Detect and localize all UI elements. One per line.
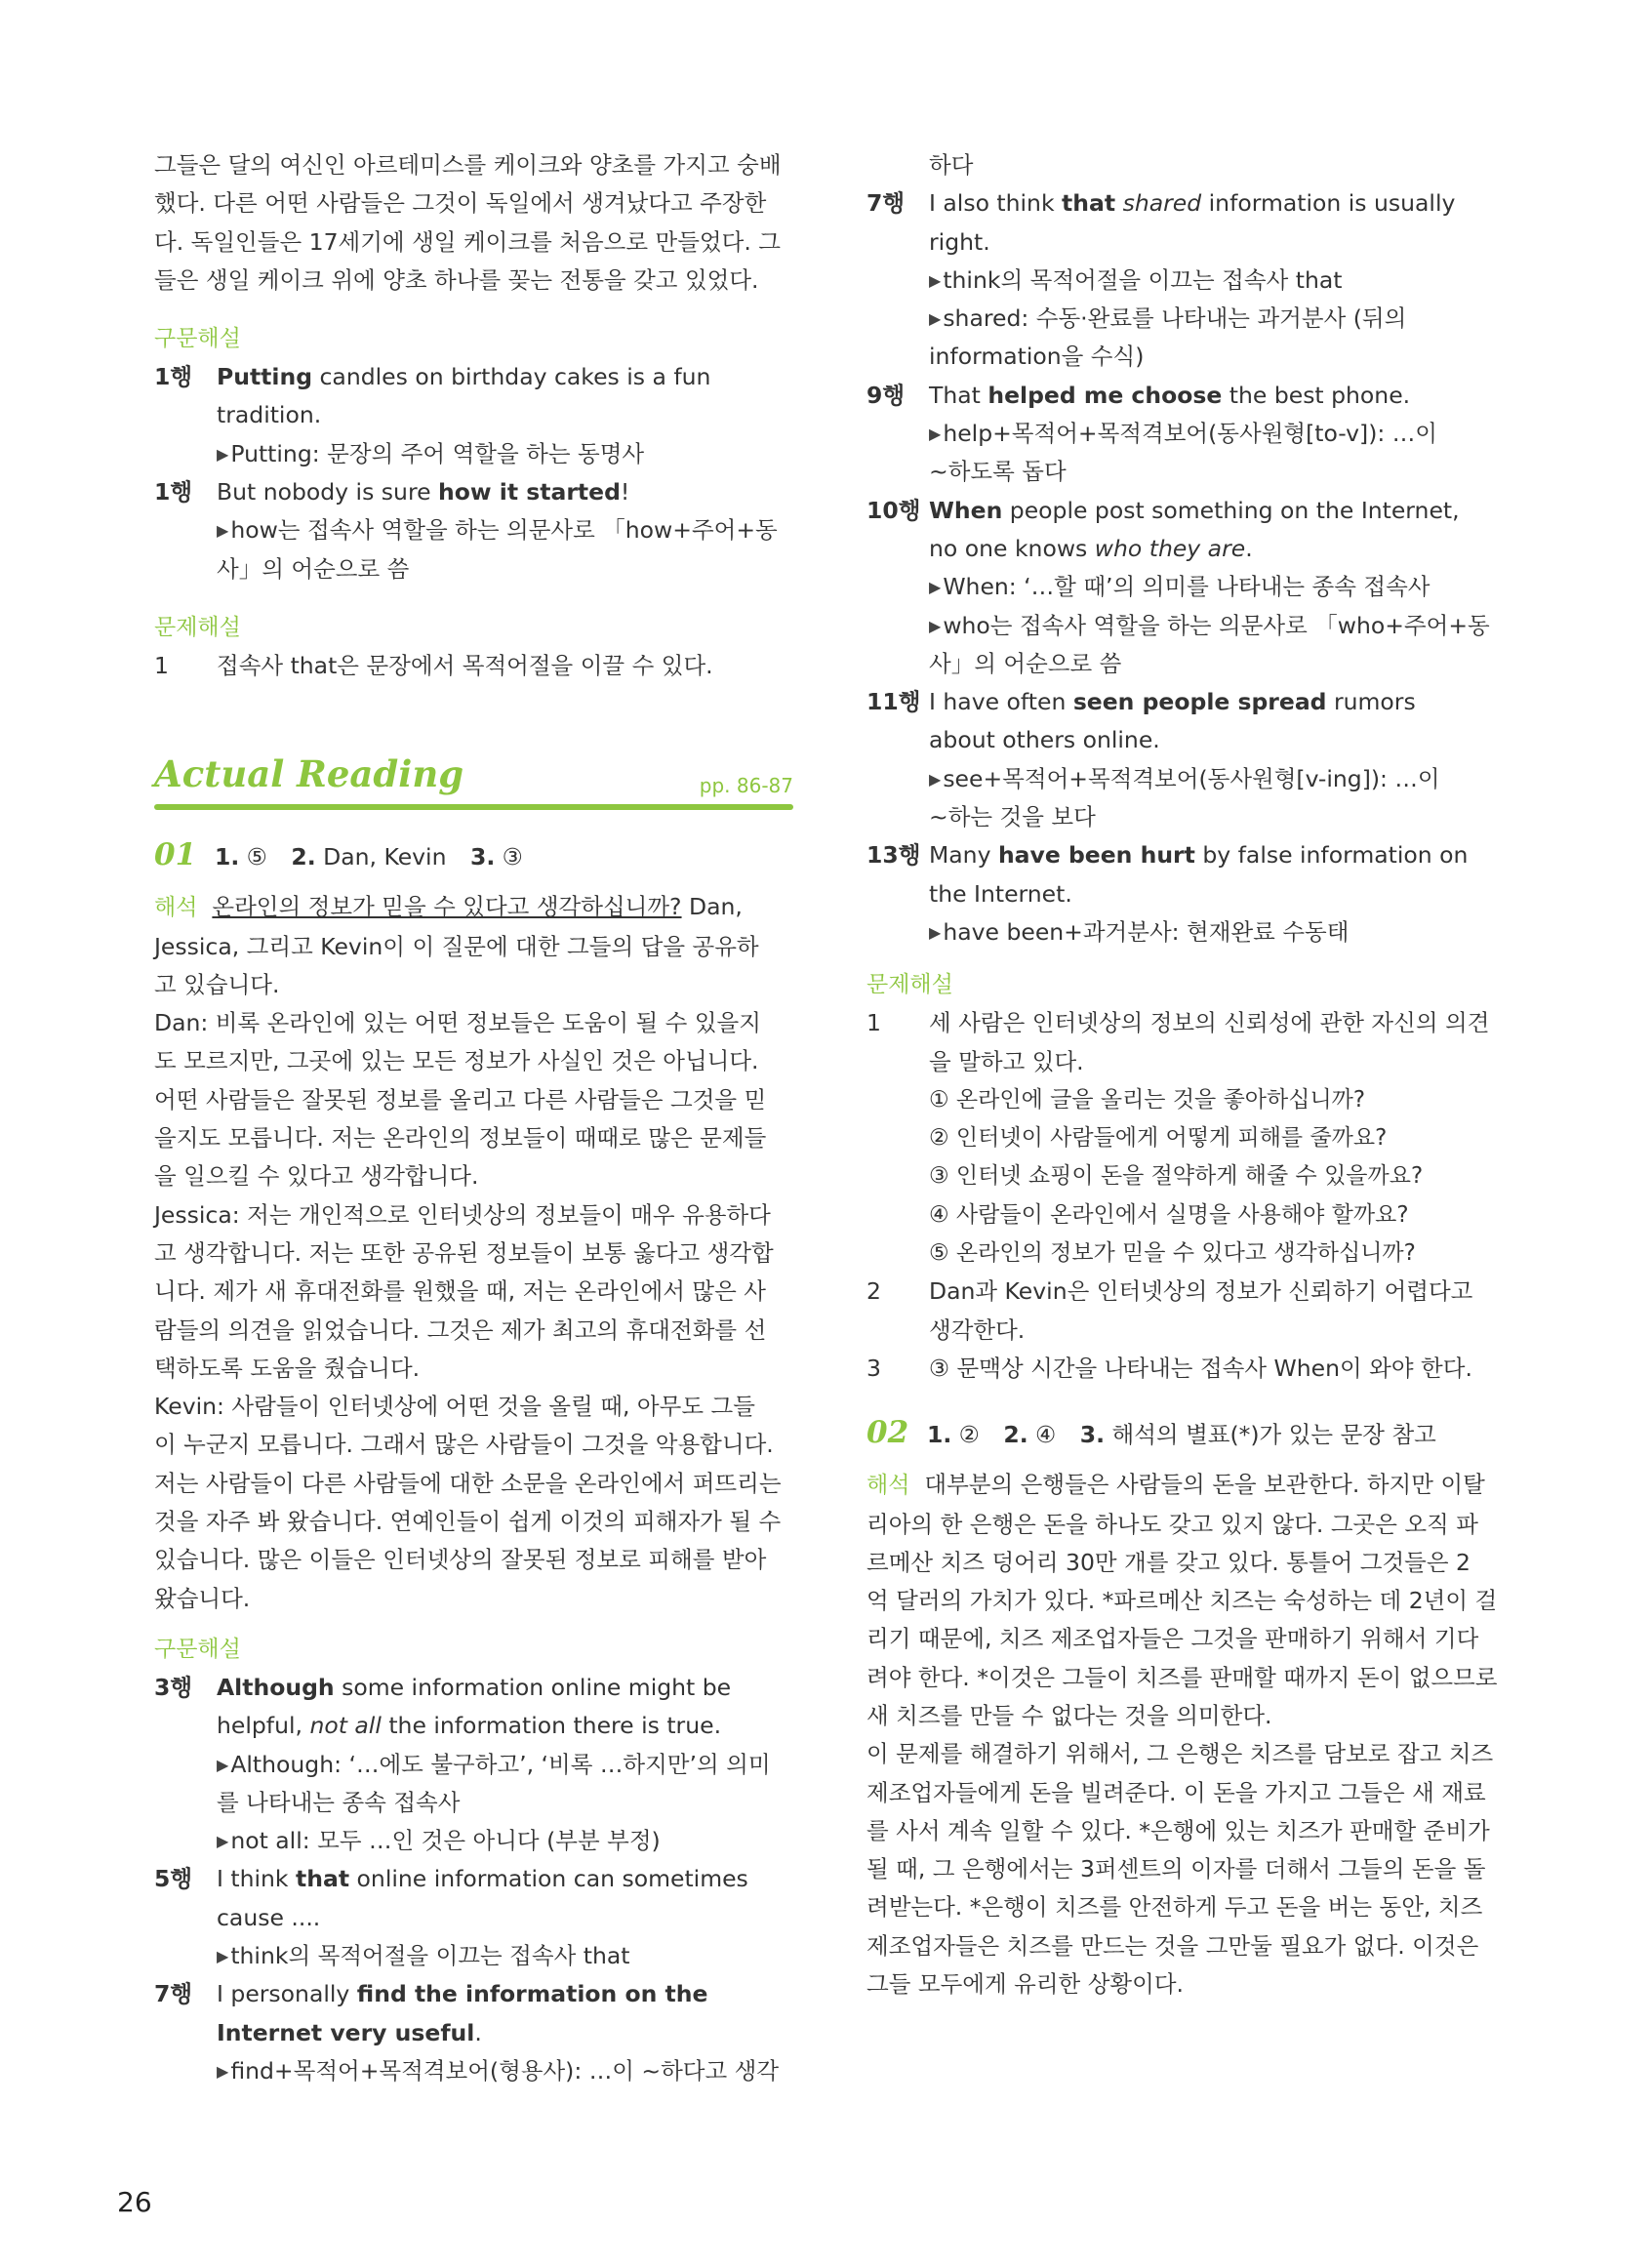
text: by false information on [1194,841,1469,870]
note [866,607,1511,684]
sentence [929,683,1511,760]
note [866,913,1511,951]
triangle-icon: ▶ [929,616,942,635]
sentence [217,473,793,511]
line-number: 7행 [154,1980,193,2008]
note-text: see+목적어+목적격보어(동사원형[v-ing]): …이 [943,764,1440,792]
note-text: who는 접속사 역할을 하는 의문사로 「who+주어+동 [943,611,1490,639]
note-text: Although: ‘…에도 불구하고’, ‘비록 …하지만’의 의미 [230,1750,771,1778]
translation-label: 해석 [866,1473,910,1499]
translation-line: 새 치즈를 만들 수 없다는 것을 의미한다. [866,1701,1272,1729]
translation-line: 려받는다. *은행이 치즈를 안전하게 두고 돈을 버는 동안, 치즈 [866,1893,1483,1922]
translation-line: 있습니다. 많은 이들은 인터넷상의 잘못된 정보로 피해를 받아 [154,1546,767,1574]
item-text: 접속사 that은 문장에서 목적어절을 이끌 수 있다. [217,651,713,679]
translation-line: Jessica, 그리고 Kevin이 이 질문에 대한 그들의 답을 공유하 [154,932,759,960]
note-text: think의 목적어절을 이끄는 접속사 that [230,1941,630,1969]
text: the information there is true. [381,1712,722,1740]
translation-line: 르메산 치즈 덩어리 30만 개를 갖고 있다. 통틀어 그것들은 2 [866,1548,1471,1576]
translation-label: 해석 [154,895,198,921]
note-text: help+목적어+목적격보어(동사원형[to-v]): …이 [943,420,1437,448]
answer-label: 3. [1079,1421,1106,1449]
intro-line: 했다. 다른 어떤 사람들은 그것이 독일에서 생겨났다고 주장한 [154,189,767,218]
note [154,2052,793,2090]
answers [927,1415,1436,1454]
translation-line: 고 있습니다. [154,970,280,998]
line-number: 10행 [866,496,921,524]
note-text: find+목적어+목적격보어(형용사): …이 ~하다고 생각 [230,2056,780,2085]
note-text: ~하는 것을 보다 [929,803,1096,831]
section-banner [154,751,793,830]
triangle-icon: ▶ [217,521,229,541]
text: That [929,381,988,409]
note-text: how는 접속사 역할을 하는 의문사로 「how+주어+동 [230,516,778,545]
translation-line: 리아의 한 은행은 돈을 하나도 갖고 있지 않다. 그곳은 오직 파 [866,1510,1478,1538]
bold-phrase: Putting [217,363,313,391]
translation-line: 이 누군지 모릅니다. 그래서 많은 사람들이 그것을 악용합니다. [154,1431,774,1459]
line-number: 5행 [154,1865,193,1893]
translation-line: 람들의 의견을 읽었습니다. 그것은 제가 최고의 휴대전화를 선 [154,1316,767,1344]
item-text [929,1273,1511,1350]
text: I think [217,1865,297,1893]
translation-line: Kevin: 사람들이 인터넷상에 어떤 것을 올릴 때, 아무도 그들 [154,1393,755,1421]
translation-line: 어떤 사람들은 잘못된 정보를 올리고 다른 사람들은 그것을 믿 [154,1085,767,1113]
question-number: 02 [866,1415,909,1451]
text: 세 사람은 인터넷상의 정보의 신뢰성에 관한 자신의 의견 [929,1009,1490,1037]
sentence [217,1975,793,2052]
munje-row [866,1004,1511,1081]
translation-line: 려야 한다. *이것은 그들이 치즈를 판매할 때까지 돈이 없으므로 [866,1663,1498,1691]
note [866,262,1511,300]
item-text [929,1004,1511,1081]
answer-label: 2. [291,843,316,871]
note-text: have been+과거분사: 현재완료 수동태 [943,917,1350,946]
line-number: 1행 [154,363,193,391]
section-label-gumun: 구문해설 [154,326,241,352]
translation-line: 리기 때문에, 치즈 제조업자들은 그것을 판매하기 위해서 기다 [866,1625,1479,1653]
translation-line: 도 모르지만, 그곳에 있는 모든 정보가 사실인 것은 아닙니다. [154,1047,759,1075]
sentence [217,358,793,435]
text: ! [620,478,630,506]
option: ① 온라인에 글을 올리는 것을 좋아하십니까? [929,1086,1366,1113]
triangle-icon: ▶ [929,769,942,789]
translation-line: 억 달러의 가치가 있다. *파르메산 치즈는 숙성하는 데 2년이 걸 [866,1587,1498,1615]
bold-phrase: that [296,1865,350,1893]
translation-line: 것을 자주 봐 왔습니다. 연예인들이 쉽게 이것의 피해자가 될 수 [154,1508,782,1536]
translation-line: 택하도록 도움을 줬습니다. [154,1354,421,1382]
sentence [929,377,1511,415]
sentence [929,184,1511,262]
note [866,300,1511,377]
bold-phrase: When [929,496,1003,524]
title-sentence: 온라인의 정보가 믿을 수 있다고 생각하십니까? [212,893,682,921]
question-number: 01 [154,837,197,873]
line-number: 13행 [866,841,921,870]
munje-row [866,1273,1511,1350]
banner-pages: pp. 86-87 [699,774,793,798]
triangle-icon: ▶ [217,1755,229,1774]
triangle-icon: ▶ [217,2061,229,2081]
text: 생각한다. [929,1316,1026,1344]
text: Dan, [681,893,743,921]
intro-line: 그들은 달의 여신인 아르테미스를 케이크와 양초를 가지고 숭배 [154,151,782,179]
gumun-row [866,492,1511,569]
text: Dan과 Kevin은 인터넷상의 정보가 신뢰하기 어렵다고 [929,1277,1473,1306]
answer-value: 해석의 별표(*)가 있는 문장 참고 [1105,1421,1436,1449]
bold-phrase: helped me choose [987,381,1223,409]
note-text: shared: 수동·완료를 나타내는 과거분사 (뒤의 [943,304,1407,333]
right-column [866,146,1511,2004]
text: cause .... [217,1903,321,1931]
section-label-munje: 문제해설 [154,614,241,640]
note-text: think의 목적어절을 이끄는 접속사 that [943,265,1343,294]
intro-line: 들은 생일 케이크 위에 양초 하나를 꽂는 전통을 갖고 있었다. [154,265,759,294]
note [866,415,1511,492]
note [866,760,1511,837]
text: Many [929,841,998,870]
line-number: 1행 [154,478,193,506]
bold-phrase: have been hurt [997,841,1195,870]
note [866,568,1511,606]
translation-line: 저는 사람들이 다른 사람들에 대한 소문을 온라인에서 퍼뜨리는 [154,1469,782,1497]
page-number: 26 [117,2186,152,2218]
section-label-gumun: 구문해설 [154,1636,241,1662]
note-continued: 하다 [929,151,974,179]
triangle-icon: ▶ [929,425,942,444]
text: no one knows [929,534,1095,562]
text: 을 말하고 있다. [929,1047,1084,1075]
section-label-munje: 문제해설 [866,972,953,998]
italic-phrase: who they are [1094,534,1246,562]
item-number: 2 [866,1277,881,1306]
note [154,1937,793,1975]
triangle-icon: ▶ [929,922,942,942]
text: rumors [1326,688,1416,716]
text: . [1245,534,1253,562]
text: But nobody is sure [217,478,439,506]
answer-label: 3. [470,843,496,871]
munje-row [154,647,793,685]
italic-phrase: not all [309,1712,382,1740]
option: ④ 사람들이 온라인에서 실명을 사용해야 할까요? [929,1201,1409,1228]
item-number: 1 [154,651,169,679]
translation-01 [154,888,793,1618]
line-number: 11행 [866,688,921,716]
translation-line: 제조업자들은 치즈를 만드는 것을 그만둘 필요가 없다. 이것은 [866,1931,1479,1960]
text: some information online might be [334,1673,732,1701]
line-number: 7행 [866,189,906,218]
triangle-icon: ▶ [929,270,942,290]
answer-value: ⑤ [239,843,267,871]
answer-label: 1. [927,1421,952,1449]
translation-line: 을지도 모릅니다. 저는 온라인의 정보들이 때때로 많은 문제들 [154,1124,767,1153]
gumun-row [154,1975,793,2052]
intro-paragraph [154,146,793,300]
translation-line: 그들 모두에게 유리한 상황이다. [866,1970,1184,1999]
triangle-icon: ▶ [217,444,229,464]
translation-line: 고 생각합니다. 저는 또한 공유된 정보들이 보통 옳다고 생각합 [154,1238,774,1267]
text [1115,189,1122,217]
translation-first-line [154,888,793,927]
banner-underline [154,804,793,810]
note [154,511,793,588]
text: information is usually [1201,189,1456,218]
gumun-row [154,358,793,435]
translation-line: 왔습니다. [154,1584,251,1612]
answer-label: 1. [215,843,240,871]
sentence [929,492,1511,569]
note [154,435,793,473]
text: right. [929,227,990,256]
text: I personally [217,1980,357,2008]
text: candles on birthday cakes is a fun [312,363,711,391]
bold-phrase: seen people spread [1072,688,1327,716]
note-text: 사」의 어순으로 씀 [217,554,410,583]
translation-line: Dan: 비록 온라인에 있는 어떤 정보들은 도움이 될 수 있을지 [154,1009,761,1037]
text: . [474,2018,482,2046]
bold-phrase: that [1062,189,1116,218]
text: I also think [929,189,1063,218]
text: people post something on the Internet, [1002,496,1460,524]
triangle-icon: ▶ [217,1946,229,1965]
line-number: 9행 [866,381,906,409]
text: online information can sometimes [349,1865,748,1893]
option: ③ 인터넷 쇼핑이 돈을 절약하게 해줄 수 있을까요? [929,1163,1424,1190]
note-text: information을 수식) [929,343,1145,371]
text: the best phone. [1222,381,1411,409]
answer-value: ③ [495,843,523,871]
munje-row [866,1350,1511,1388]
option: ⑤ 온라인의 정보가 믿을 수 있다고 생각하십니까? [929,1240,1416,1267]
answer-value: ④ [1027,1421,1057,1449]
text: tradition. [217,401,322,429]
bold-phrase: how it started [438,478,621,506]
sentence [217,1669,793,1746]
bold-phrase: Although [217,1673,335,1701]
note-text: When: ‘…할 때’의 의미를 나타내는 종속 접속사 [943,573,1430,601]
gumun-row [866,184,1511,262]
note-text: ~하도록 돕다 [929,458,1067,486]
answer-row-01 [154,835,793,876]
gumun-row [154,1860,793,1937]
note [154,1822,793,1860]
gumun-row [154,473,793,511]
text: about others online. [929,726,1160,754]
gumun-row [866,836,1511,913]
text: 대부분의 은행들은 사람들의 돈을 보관한다. 하지만 이탈 [924,1471,1485,1499]
note [154,1746,793,1823]
triangle-icon: ▶ [929,578,942,597]
sentence [929,836,1511,913]
translation-line: Jessica: 저는 개인적으로 인터넷상의 정보들이 매우 유용하다 [154,1200,771,1229]
item-number: 1 [866,1009,881,1037]
bold-phrase: Internet very useful [217,2018,475,2046]
note-text: 사」의 어순으로 씀 [929,649,1122,677]
sentence [217,1860,793,1937]
gumun-row [866,683,1511,760]
answer-value: ② [951,1421,980,1449]
answer-value: Dan, Kevin [315,843,447,871]
banner-title: Actual Reading [154,752,464,796]
text: I have often [929,688,1073,716]
translation-line: 을 일으킬 수 있다고 생각합니다. [154,1162,479,1191]
answers [215,837,523,876]
gumun-row [154,1669,793,1746]
intro-line: 다. 독일인들은 17세기에 생일 케이크를 처음으로 만들었다. 그 [154,227,781,256]
option: ② 인터넷이 사람들에게 어떻게 피해를 줄까요? [929,1125,1388,1152]
note-text: Putting: 문장의 주어 역할을 하는 동명사 [230,439,645,467]
left-column [154,146,793,2090]
item-number: 3 [866,1354,881,1382]
gumun-row [866,377,1511,415]
answer-label: 2. [1003,1421,1028,1449]
note-text: 를 나타내는 종속 접속사 [217,1788,461,1816]
translation-line: 될 때, 그 은행에서는 3퍼센트의 이자를 더해서 그들의 돈을 돌 [866,1855,1486,1883]
text: helpful, [217,1712,310,1740]
answer-row-02 [866,1413,1511,1454]
text: the Internet. [929,879,1072,908]
line-number: 3행 [154,1673,193,1701]
translation-02 [866,1466,1511,2004]
translation-line: 니다. 제가 새 휴대전화를 원했을 때, 저는 온라인에서 많은 사 [154,1277,766,1306]
translation-first-line [866,1466,1511,1505]
triangle-icon: ▶ [929,309,942,329]
italic-phrase: shared [1122,189,1202,218]
item-text: ③ 문맥상 시간을 나타내는 접속사 When이 와야 한다. [929,1354,1472,1382]
triangle-icon: ▶ [217,1832,229,1851]
bold-phrase: find the information on the [356,1980,708,2008]
translation-line: 제조업자들에게 돈을 빌려준다. 이 돈을 가지고 그들은 새 재료 [866,1778,1486,1806]
translation-line: 를 사서 계속 일할 수 있다. *은행에 있는 치즈가 판매할 준비가 [866,1816,1490,1844]
note-text: not all: 모두 …인 것은 아니다 (부분 부정) [230,1827,661,1855]
translation-line: 이 문제를 해결하기 위해서, 그 은행은 치즈를 담보로 잡고 치즈 [866,1740,1494,1768]
